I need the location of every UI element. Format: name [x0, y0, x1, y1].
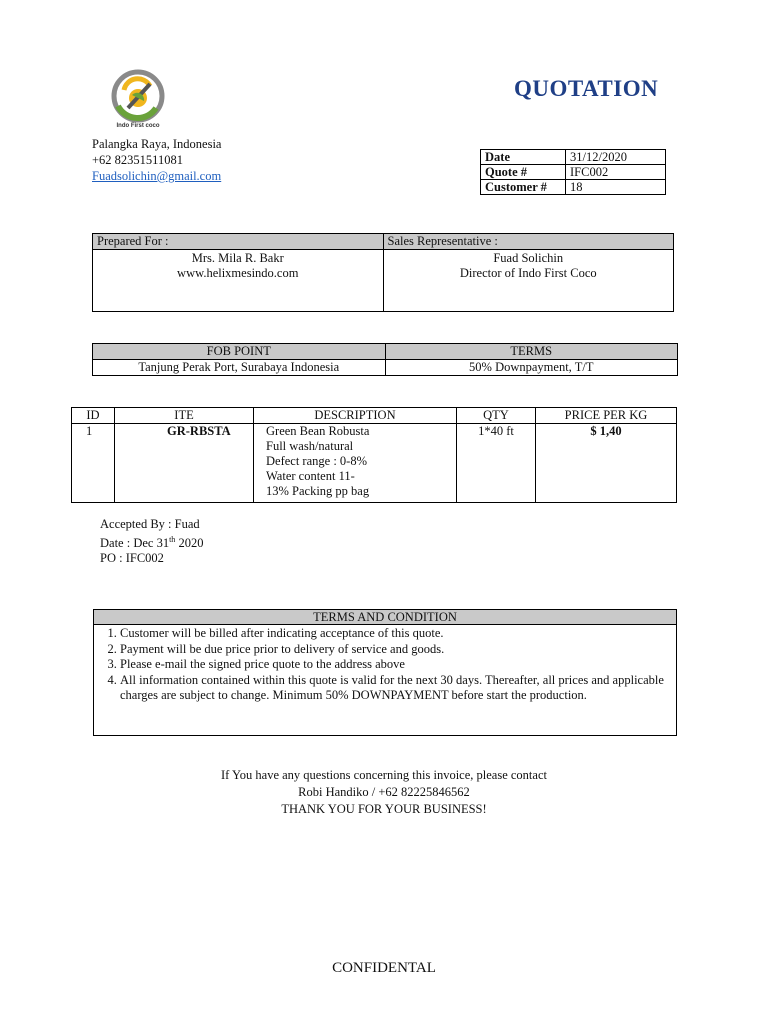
coconut-logo-icon	[104, 68, 172, 126]
date-prefix: Date : Dec 31	[100, 536, 170, 551]
date-suffix: 2020	[175, 536, 204, 551]
prepared-for-cell	[93, 250, 384, 312]
list-item: 1. Customer will be billed after indicating acceptance of this quote.	[120, 626, 672, 642]
seller-address: Palangka Raya, Indonesia	[92, 137, 222, 151]
meta-label: Customer #	[481, 180, 566, 195]
description-line: Defect range : 0-8%	[266, 454, 367, 468]
list-item: 3. Please e-mail the signed price quote to the address above	[120, 657, 672, 673]
po-number: PO : IFC002	[100, 551, 164, 566]
footer-line-thanks: THANK YOU FOR YOUR BUSINESS!	[281, 802, 487, 816]
col-header-qty: QTY	[457, 408, 536, 424]
col-header-item: ITE	[115, 408, 254, 424]
meta-label: Date	[481, 150, 566, 165]
meta-value: IFC002	[566, 165, 666, 180]
accepted-by: Accepted By : Fuad	[100, 517, 200, 531]
customer-website: www.helixmesindo.com	[177, 266, 299, 280]
confidential-label: CONFIDENTAL	[332, 960, 436, 976]
prepared-for-table	[92, 233, 674, 312]
fob-point-header: FOB POINT	[93, 344, 386, 360]
acceptance-block	[100, 517, 203, 566]
date-superscript: th	[169, 535, 176, 544]
item-id: 1	[72, 424, 115, 503]
item-price: $ 1,40	[536, 424, 677, 503]
terms-conditions-title: TERMS AND CONDITION	[94, 610, 677, 625]
company-logo	[104, 68, 172, 134]
item-qty: 1*40 ft	[457, 424, 536, 503]
footer-contact	[0, 767, 768, 818]
logo-caption: Indo First coco	[116, 123, 160, 129]
meta-row	[481, 165, 666, 180]
seller-contact	[92, 136, 221, 184]
list-item: 4. All information contained within this quote is valid for the next 30 days. Thereafter, all prices and applicable charges are subject to change. Minimum 50% DOWNPAYMENT before start the production.	[120, 673, 672, 704]
acceptance-date	[100, 532, 203, 551]
terms-list	[98, 626, 672, 704]
sales-rep-name: Fuad Solichin	[493, 251, 564, 265]
sales-rep-cell	[383, 250, 674, 312]
quote-meta-table	[480, 149, 666, 195]
meta-row	[481, 150, 666, 165]
list-item: 2. Payment will be due price prior to delivery of service and goods.	[120, 642, 672, 658]
description-line: Water content 11-	[266, 469, 355, 483]
meta-label: Quote #	[481, 165, 566, 180]
col-header-description: DESCRIPTION	[254, 408, 457, 424]
meta-row	[481, 180, 666, 195]
terms-value: 50% Downpayment, T/T	[385, 360, 678, 376]
col-header-price: PRICE PER KG	[536, 408, 677, 424]
sales-rep-label: Sales Representative :	[383, 234, 674, 250]
fob-point-value: Tanjung Perak Port, Surabaya Indonesia	[93, 360, 386, 376]
seller-email-link[interactable]: Fuadsolichin@gmail.com	[92, 169, 222, 183]
shipping-table	[92, 343, 678, 376]
prepared-for-label: Prepared For :	[93, 234, 384, 250]
description-line: Full wash/natural	[266, 439, 354, 453]
footer-line-questions: If You have any questions concerning this invoice, please contact	[221, 768, 547, 782]
meta-value: 31/12/2020	[566, 150, 666, 165]
sales-rep-title: Director of Indo First Coco	[459, 266, 597, 280]
terms-conditions-table	[93, 609, 677, 736]
item-description	[254, 424, 457, 503]
seller-phone: +62 82351511081	[92, 153, 183, 167]
items-table	[71, 407, 677, 503]
col-header-id: ID	[72, 408, 115, 424]
footer-line-contact: Robi Handiko / +62 82225846562	[298, 785, 470, 799]
document-title: QUOTATION	[514, 76, 659, 101]
meta-value: 18	[566, 180, 666, 195]
description-line: 13% Packing pp bag	[266, 484, 370, 498]
item-code: GR-RBSTA	[115, 424, 254, 503]
customer-name: Mrs. Mila R. Bakr	[191, 251, 284, 265]
table-row	[72, 424, 677, 503]
items-header-row	[72, 408, 677, 424]
terms-header: TERMS	[385, 344, 678, 360]
description-line: Green Bean Robusta	[266, 424, 370, 438]
terms-conditions-body	[94, 625, 677, 736]
